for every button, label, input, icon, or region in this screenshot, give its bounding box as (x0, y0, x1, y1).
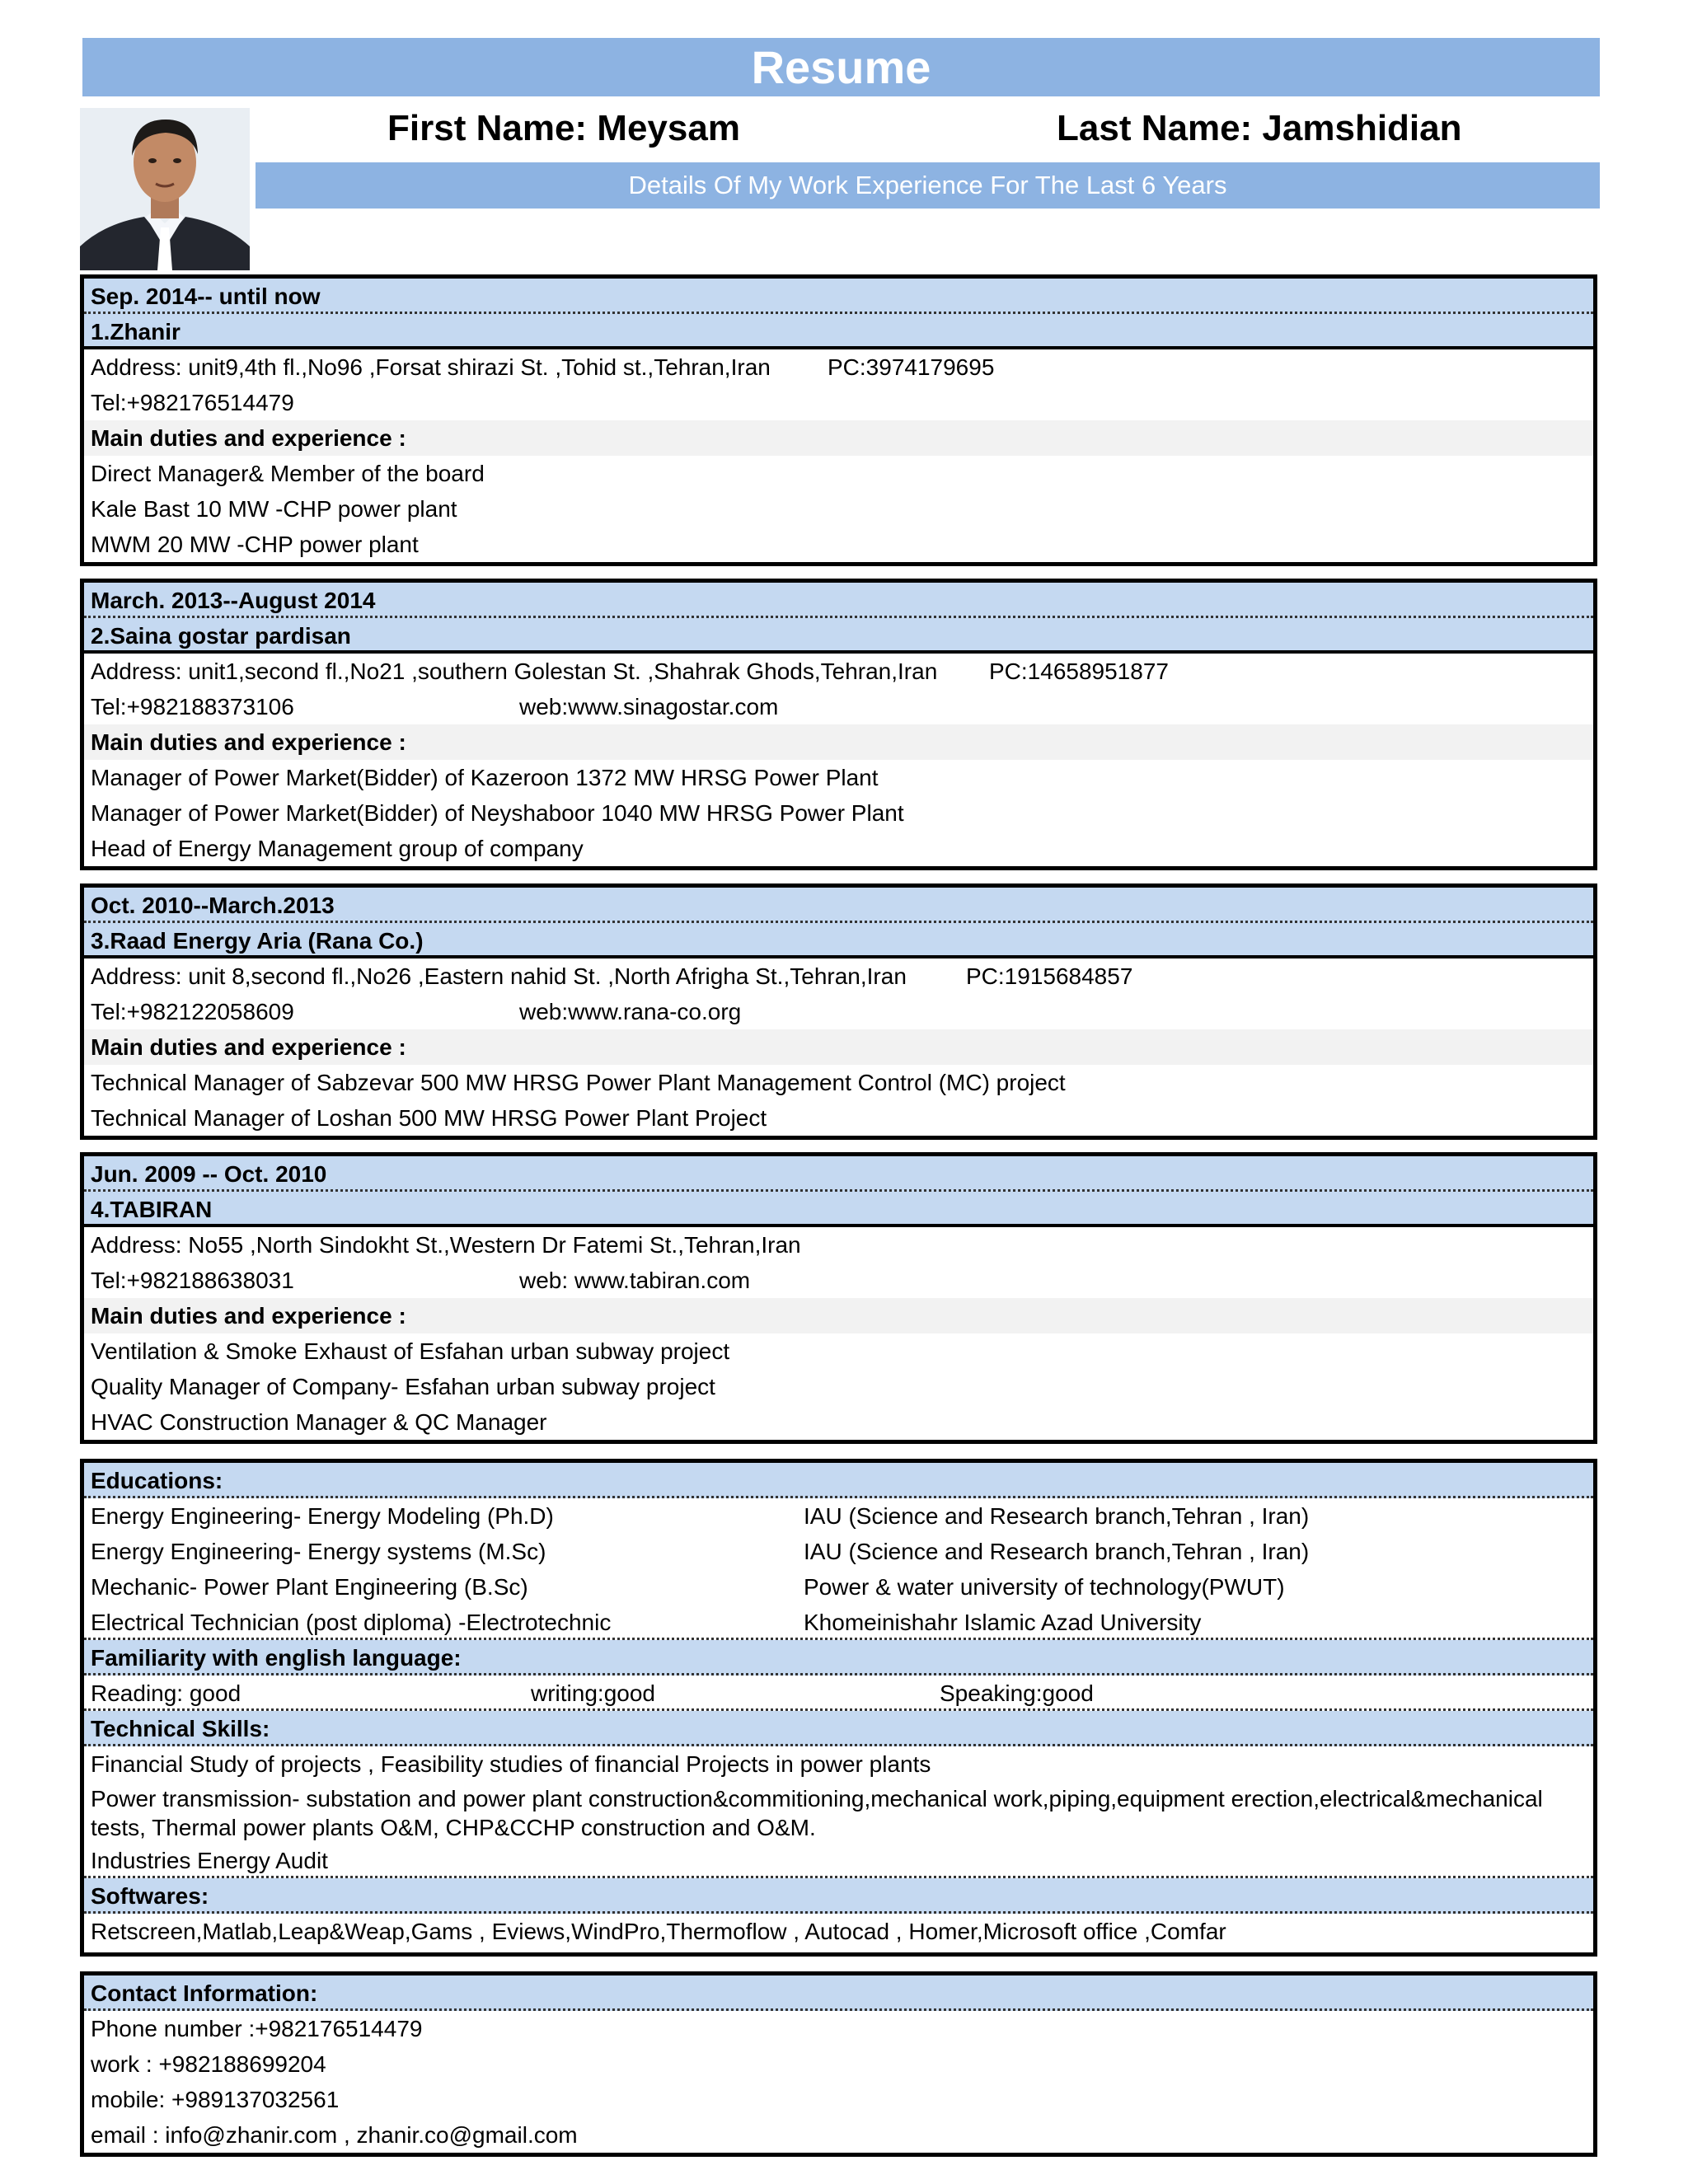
job-tel (84, 1263, 1593, 1298)
skill-item: Power transmission- substation and power plant construction&commitioning,mechanical work,piping,equipment erection,electrical&mechanical tests, Thermal power plants O&M, CHP&CCHP construction and O&M. (91, 1786, 1543, 1840)
degree: Electrical Technician (post diploma) -Electrotechnic (91, 1610, 612, 1635)
duty-item: HVAC Construction Manager & QC Manager (91, 1409, 547, 1435)
duty-item: Manager of Power Market(Bidder) of Kazeroon 1372 MW HRSG Power Plant (91, 765, 879, 790)
contact-work: work : +982188699204 (91, 2051, 326, 2077)
web-link[interactable]: web:www.sinagostar.com (519, 694, 779, 719)
job-company: 2.Saina gostar pardisan (84, 618, 1593, 654)
school: Power & water university of technology(PWUT) (804, 1574, 1285, 1600)
address-text: Address: No55 ,North Sindokht St.,Western Dr Fatemi St.,Tehran,Iran (91, 1232, 801, 1258)
job-section-4 (80, 1152, 1597, 1444)
job-company: 3.Raad Energy Aria (Rana Co.) (84, 923, 1593, 958)
last-name: Last Name: Jamshidian (1057, 108, 1462, 148)
web-link[interactable]: web:www.rana-co.org (519, 999, 742, 1024)
job-address (84, 654, 1593, 689)
reading-level: Reading: good (91, 1680, 241, 1706)
school: Khomeinishahr Islamic Azad University (804, 1610, 1202, 1635)
duty-item: Technical Manager of Loshan 500 MW HRSG Power Plant Project (91, 1105, 767, 1131)
education-item (84, 1605, 1593, 1640)
job-period: March. 2013--August 2014 (84, 583, 1593, 618)
skill-item: Industries Energy Audit (84, 1843, 1593, 1878)
duties-label: Main duties and experience : (84, 1298, 1593, 1333)
language-row (84, 1675, 1593, 1711)
education-label: Educations: (84, 1463, 1593, 1498)
job-section-1 (80, 274, 1597, 566)
duty-item: Head of Energy Management group of company (91, 836, 584, 861)
resume-title: Resume (82, 38, 1600, 96)
contact-mobile: mobile: +989137032561 (91, 2087, 340, 2112)
duty-item: Ventilation & Smoke Exhaust of Esfahan urban subway project (91, 1338, 730, 1364)
postal-code: PC:3974179695 (828, 354, 995, 380)
degree: Mechanic- Power Plant Engineering (B.Sc) (91, 1574, 528, 1600)
job-company: 1.Zhanir (84, 314, 1593, 349)
job-period: Oct. 2010--March.2013 (84, 888, 1593, 923)
duty-item: Technical Manager of Sabzevar 500 MW HRSG Power Plant Management Control (MC) project (91, 1070, 1066, 1095)
job-section-2 (80, 579, 1597, 870)
job-address (84, 958, 1593, 994)
duty-item: Quality Manager of Company- Esfahan urban subway project (91, 1374, 715, 1399)
duty-item: Kale Bast 10 MW -CHP power plant (91, 496, 457, 522)
degree: Energy Engineering- Energy systems (M.Sc) (91, 1539, 546, 1564)
degree: Energy Engineering- Energy Modeling (Ph.D) (91, 1503, 554, 1529)
software-list: Retscreen,Matlab,Leap&Weap,Gams , Eviews,WindPro,Thermoflow , Autocad , Homer,Microsoft office ,Comfar (91, 1919, 1226, 1944)
education-skills-section (80, 1459, 1597, 1957)
contact-phone: Phone number :+982176514479 (91, 2016, 423, 2041)
education-item (84, 1534, 1593, 1569)
speaking-level: Speaking:good (940, 1680, 1094, 1706)
job-tel (84, 994, 1593, 1029)
language-label: Familiarity with english language: (84, 1640, 1593, 1675)
tel-text: Tel:+982188373106 (91, 694, 294, 719)
tel-text: Tel:+982188638031 (91, 1268, 294, 1293)
writing-level: writing:good (531, 1680, 655, 1706)
duties-label: Main duties and experience : (84, 420, 1593, 456)
subtitle-banner: Details Of My Work Experience For The Last 6 Years (256, 162, 1600, 209)
software-label: Softwares: (84, 1878, 1593, 1914)
contact-label: Contact Information: (84, 1975, 1593, 2011)
job-tel (84, 689, 1593, 724)
education-item (84, 1498, 1593, 1534)
school: IAU (Science and Research branch,Tehran , Iran) (804, 1539, 1310, 1564)
duties-label: Main duties and experience : (84, 724, 1593, 760)
duty-item: Manager of Power Market(Bidder) of Neyshaboor 1040 MW HRSG Power Plant (91, 800, 904, 826)
address-text: Address: unit9,4th fl.,No96 ,Forsat shirazi St. ,Tohid st.,Tehran,Iran (91, 354, 771, 380)
profile-photo (80, 108, 250, 270)
job-section-3 (80, 883, 1597, 1140)
duties-label: Main duties and experience : (84, 1029, 1593, 1065)
skill-item: Financial Study of projects , Feasibility studies of financial Projects in power plants (91, 1751, 931, 1777)
contact-email[interactable]: email : info@zhanir.com , zhanir.co@gmail.com (91, 2122, 578, 2148)
address-text: Address: unit1,second fl.,No21 ,southern Golestan St. ,Shahrak Ghods,Tehran,Iran (91, 658, 938, 684)
address-text: Address: unit 8,second fl.,No26 ,Eastern nahid St. ,North Afrigha St.,Tehran,Iran (91, 963, 907, 989)
job-tel (84, 385, 1593, 420)
job-address (84, 349, 1593, 385)
duty-item: MWM 20 MW -CHP power plant (91, 532, 419, 557)
job-address (84, 1227, 1593, 1263)
web-link[interactable]: web: www.tabiran.com (519, 1268, 751, 1293)
job-company: 4.TABIRAN (84, 1192, 1593, 1227)
school: IAU (Science and Research branch,Tehran , Iran) (804, 1503, 1310, 1529)
job-period: Sep. 2014-- until now (84, 279, 1593, 314)
postal-code: PC:14658951877 (989, 658, 1169, 684)
job-period: Jun. 2009 -- Oct. 2010 (84, 1156, 1593, 1192)
first-name: First Name: Meysam (387, 108, 740, 148)
tel-text: Tel:+982176514479 (91, 390, 294, 415)
contact-section (80, 1971, 1597, 2157)
skills-label: Technical Skills: (84, 1711, 1593, 1746)
tel-text: Tel:+982122058609 (91, 999, 294, 1024)
education-item (84, 1569, 1593, 1605)
duty-item: Direct Manager& Member of the board (91, 461, 485, 486)
postal-code: PC:1915684857 (966, 963, 1133, 989)
